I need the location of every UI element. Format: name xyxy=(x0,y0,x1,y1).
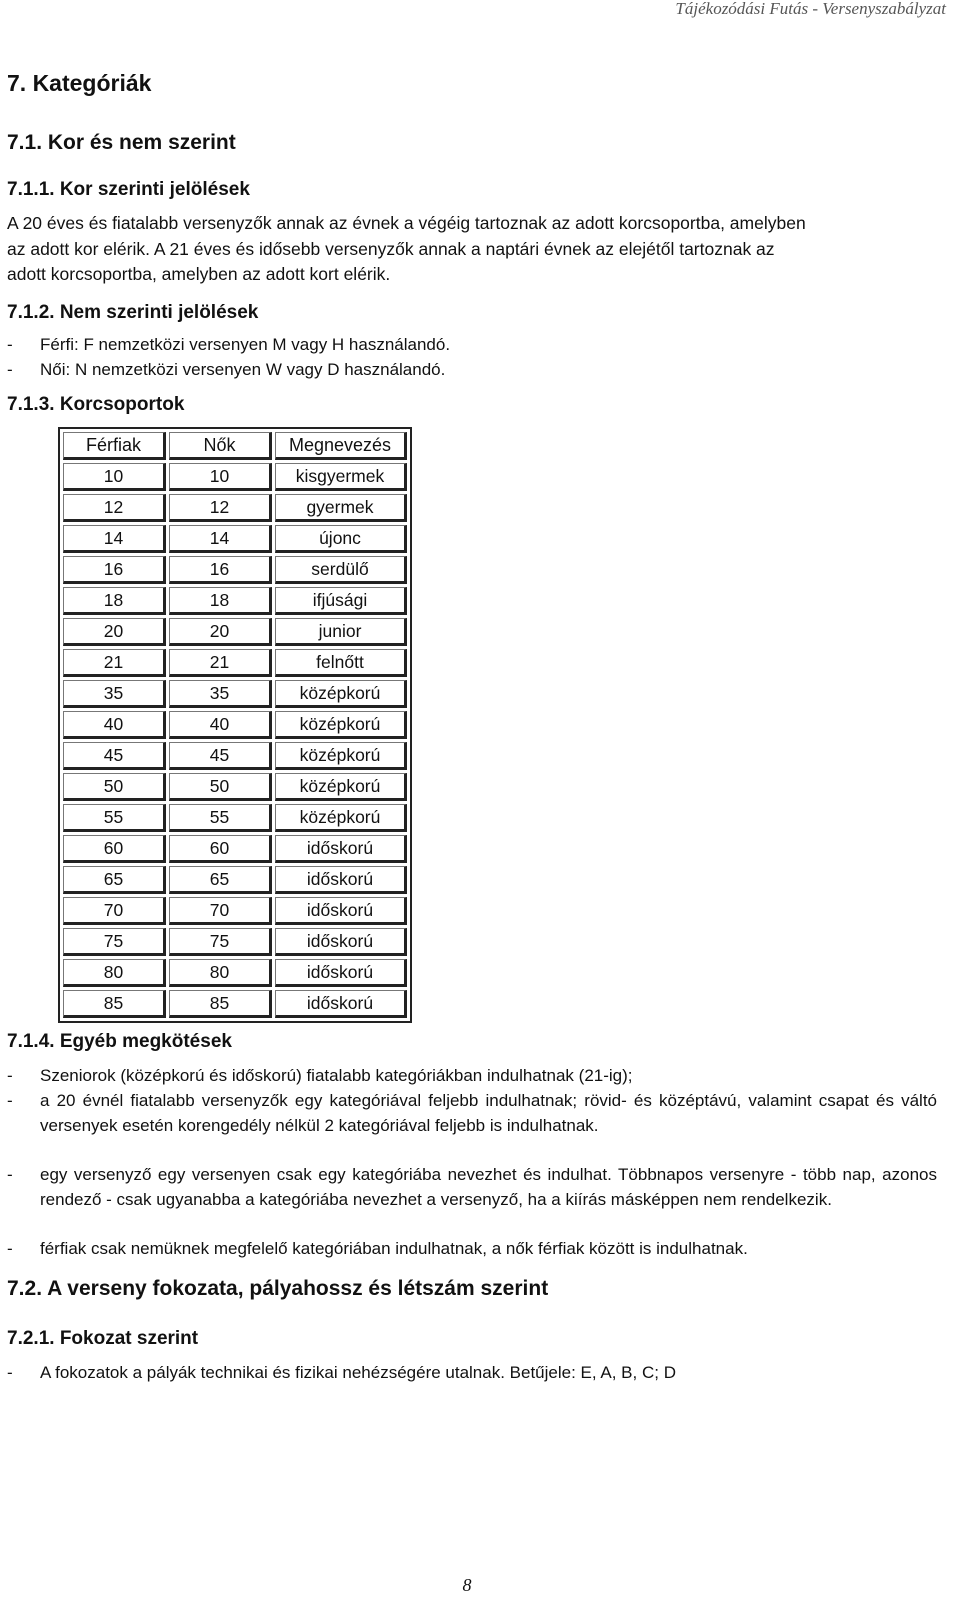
table-cell: 75 xyxy=(169,928,272,956)
table-header-cell: Nők xyxy=(169,432,272,460)
heading-7-1-2: 7.1.2. Nem szerinti jelölések xyxy=(7,302,259,323)
table-row xyxy=(63,711,407,739)
table-row xyxy=(63,587,407,615)
rule-item: - a 20 évnél fiatalabb versenyzők egy kategóriával feljebb indulhatnak; rövid- és középtávú, valamint csapat és váltó versenyek esetén korengedély nélkül 2 kategóriával feljebb is indulhatnak. xyxy=(7,1088,937,1138)
rule-item: - férfiak csak nemüknek megfelelő kategóriában indulhatnak, a nők férfiak között is indulhatnak. xyxy=(7,1236,937,1261)
table-cell: 20 xyxy=(169,618,272,646)
table-cell: újonc xyxy=(275,525,407,553)
table-cell: 18 xyxy=(63,587,166,615)
age-line: adott korcsoportba, amelyben az adott kort elérik. xyxy=(7,264,391,284)
table-row xyxy=(63,680,407,708)
level-item: - A fokozatok a pályák technikai és fizikai nehézségére utalnak. Betűjele: E, A, B, C; D xyxy=(7,1360,937,1385)
table-cell: kisgyermek xyxy=(275,463,407,491)
table-cell: 70 xyxy=(63,897,166,925)
table-cell: serdülő xyxy=(275,556,407,584)
rule-text: egy versenyző egy versenyen csak egy kategóriába nevezhet és indulhat. Többnapos versenyre - több nap, azonos rendező - csak ugyanabba a kategóriába nevezhet a versenyző, ha a kiírás másképpen nem rendelkezik. xyxy=(40,1165,937,1209)
rule-text: Szeniorok (középkorú és időskorú) fiatalabb kategóriákban indulhatnak (21-ig); xyxy=(40,1066,633,1085)
heading-7-1-4: 7.1.4. Egyéb megkötések xyxy=(7,1031,232,1052)
table-cell: középkorú xyxy=(275,742,407,770)
table-row xyxy=(63,463,407,491)
table-row xyxy=(63,959,407,987)
age-group-table xyxy=(58,427,412,1023)
table-cell: 18 xyxy=(169,587,272,615)
gender-item-text: Női: N nemzetközi versenyen W vagy D használandó. xyxy=(40,360,446,379)
table-cell: ifjúsági xyxy=(275,587,407,615)
table-row xyxy=(63,773,407,801)
table-cell: 45 xyxy=(63,742,166,770)
section-title: 7. Kategóriák xyxy=(7,70,152,96)
table-cell: középkorú xyxy=(275,773,407,801)
table-cell: időskorú xyxy=(275,959,407,987)
table-row xyxy=(63,804,407,832)
heading-7-2-1: 7.2.1. Fokozat szerint xyxy=(7,1328,199,1349)
table-header-cell: Megnevezés xyxy=(275,432,407,460)
table-cell: 80 xyxy=(63,959,166,987)
table-row xyxy=(63,494,407,522)
rule-text: férfiak csak nemüknek megfelelő kategóriában indulhatnak, a nők férfiak között is indulhatnak. xyxy=(40,1239,748,1258)
table-cell: 12 xyxy=(169,494,272,522)
gender-item-male: - Férfi: F nemzetközi versenyen M vagy H használandó. xyxy=(7,332,937,357)
table-cell: középkorú xyxy=(275,711,407,739)
table-cell: 55 xyxy=(63,804,166,832)
table-cell: 50 xyxy=(169,773,272,801)
table-header-row xyxy=(63,432,407,460)
table-cell: 65 xyxy=(169,866,272,894)
table-cell: junior xyxy=(275,618,407,646)
table-cell: 10 xyxy=(63,463,166,491)
table-cell: középkorú xyxy=(275,804,407,832)
age-line: A 20 éves és fiatalabb versenyzők annak az évnek a végéig tartoznak az adott korcsoportba, amelyben xyxy=(7,213,806,233)
table-cell: 10 xyxy=(169,463,272,491)
table-row xyxy=(63,742,407,770)
table-row xyxy=(63,649,407,677)
table-cell: gyermek xyxy=(275,494,407,522)
table-cell: 50 xyxy=(63,773,166,801)
table-cell: 14 xyxy=(169,525,272,553)
table-row xyxy=(63,990,407,1018)
running-header: Tájékozódási Futás - Versenyszabályzat xyxy=(675,0,946,18)
table-cell: 85 xyxy=(169,990,272,1018)
table-cell: 35 xyxy=(169,680,272,708)
heading-7-1-1: 7.1.1. Kor szerinti jelölések xyxy=(7,179,250,200)
table-cell: 16 xyxy=(63,556,166,584)
table-cell: 40 xyxy=(63,711,166,739)
level-item-text: A fokozatok a pályák technikai és fizikai nehézségére utalnak. Betűjele: E, A, B, C; D xyxy=(40,1363,676,1382)
rule-text: a 20 évnél fiatalabb versenyzők egy kategóriával feljebb indulhatnak; rövid- és középtávú, valamint csapat és váltó versenyek esetén korengedély nélkül 2 kategóriával feljebb is indulhatnak. xyxy=(40,1091,937,1135)
table-row xyxy=(63,525,407,553)
table-row xyxy=(63,835,407,863)
table-cell: 35 xyxy=(63,680,166,708)
rule-item: - egy versenyző egy versenyen csak egy kategóriába nevezhet és indulhat. Többnapos versenyre - több nap, azonos rendező - csak ugyanabba a kategóriába nevezhet a versenyző, ha a kiírás másképpen nem rendelkezik. xyxy=(7,1162,937,1212)
table-cell: 40 xyxy=(169,711,272,739)
table-row xyxy=(63,928,407,956)
gender-item-text: Férfi: F nemzetközi versenyen M vagy H használandó. xyxy=(40,335,451,354)
rule-item: - Szeniorok (középkorú és időskorú) fiatalabb kategóriákban indulhatnak (21-ig); xyxy=(7,1063,937,1088)
table-cell: 20 xyxy=(63,618,166,646)
table-cell: 21 xyxy=(63,649,166,677)
table-row xyxy=(63,618,407,646)
table-cell: 75 xyxy=(63,928,166,956)
table-cell: 45 xyxy=(169,742,272,770)
table-cell: 85 xyxy=(63,990,166,1018)
table-cell: időskorú xyxy=(275,928,407,956)
table-cell: középkorú xyxy=(275,680,407,708)
table-row xyxy=(63,866,407,894)
table-cell: 21 xyxy=(169,649,272,677)
table-cell: felnőtt xyxy=(275,649,407,677)
table-cell: 16 xyxy=(169,556,272,584)
subsection-title-7-1: 7.1. Kor és nem szerint xyxy=(7,131,236,154)
table-header-cell: Férfiak xyxy=(63,432,166,460)
table-cell: 55 xyxy=(169,804,272,832)
table-cell: 70 xyxy=(169,897,272,925)
table-cell: 80 xyxy=(169,959,272,987)
table-cell: időskorú xyxy=(275,897,407,925)
gender-item-female: - Női: N nemzetközi versenyen W vagy D használandó. xyxy=(7,357,937,382)
age-line: az adott kor elérik. A 21 éves és idősebb versenyzők annak a naptári évnek az elejétől tartoznak az xyxy=(7,238,775,259)
subsection-title-7-2: 7.2. A verseny fokozata, pályahossz és létszám szerint xyxy=(7,1277,549,1300)
page-number: 8 xyxy=(462,1575,472,1595)
table-cell: 12 xyxy=(63,494,166,522)
table-cell: 60 xyxy=(169,835,272,863)
table-cell: időskorú xyxy=(275,990,407,1018)
table-cell: 14 xyxy=(63,525,166,553)
table-cell: időskorú xyxy=(275,835,407,863)
heading-7-1-3: 7.1.3. Korcsoportok xyxy=(7,394,185,415)
age-paragraph xyxy=(7,211,937,288)
table-row xyxy=(63,556,407,584)
table-cell: 65 xyxy=(63,866,166,894)
table-cell: 60 xyxy=(63,835,166,863)
table-cell: időskorú xyxy=(275,866,407,894)
table-row xyxy=(63,897,407,925)
